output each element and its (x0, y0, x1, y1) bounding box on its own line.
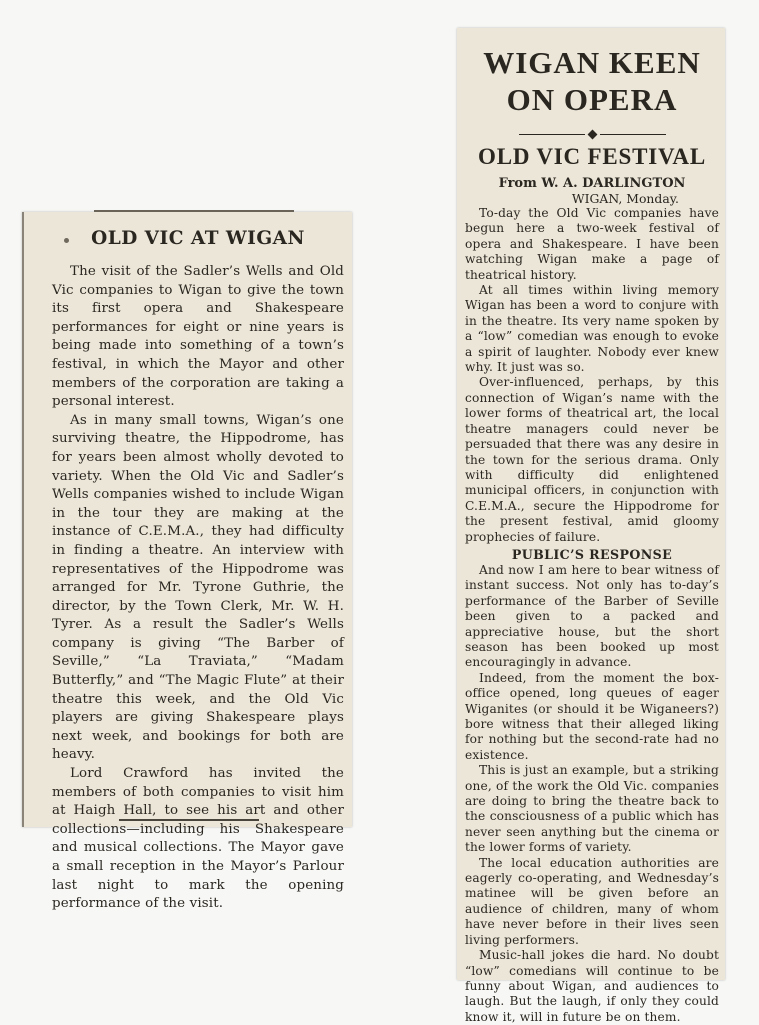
article-paragraph: Lord Crawford has invited the members of both companies to visit him at Haigh Hall, to see his art and other collections—including his Shakespeare and musical collections. The Mayor gave a small reception in the Mayor’s Parlour last night to mark the opening performance of the visit. (52, 766, 344, 912)
ornament-divider (465, 128, 719, 140)
diamond-ornament-icon (587, 129, 597, 139)
article-paragraph: At all times within living memory Wigan has been a word to conjure with in the theatre. Its very name spoken by a “low” comedian was enough to evoke a spirit of laughter. Nobody ever knew why. It just was so. (465, 283, 719, 375)
divider-line (519, 134, 585, 135)
top-rule (94, 210, 294, 212)
article-paragraph: Music-hall jokes die hard. No doubt “low” comedians will continue to be funny about Wigan, and audiences to laugh. But the laugh, if only they could know it, will in future be on them. (465, 948, 719, 1024)
article-paragraph: To-day the Old Vic companies have begun here a two-week festival of opera and Shakespeare. I have been watching Wigan make a page of theatrical history. (465, 206, 719, 282)
article-paragraph: This is just an example, but a striking one, of the work the Old Vic. companies are doing to bring the theatre back to the consciousness of a public which has never seen anything but the cinema or the lower forms of variety. (465, 763, 719, 855)
article-paragraph: And now I am here to bear witness of instant success. Not only has to-day’s performance of the Barber of Seville been given to a packed and appreciative house, but the short season has been booked up most encouragingly in advance. (465, 562, 719, 670)
byline: From W. A. DARLINGTON (498, 176, 686, 191)
article-title: OLD VIC AT WIGAN (91, 228, 305, 249)
section-heading: PUBLIC’S RESPONSE (511, 546, 673, 562)
article-subheadline: OLD VIC FESTIVAL (478, 144, 706, 169)
dateline: WIGAN, Monday. (571, 191, 679, 206)
article-paragraph: The local education authorities are eagerly co-operating, and Wednesday’s matinee will be given before an audience of children, many of whom have never before in their lives seen living performers. (465, 855, 719, 947)
divider-line (600, 134, 666, 135)
right-newspaper-clipping (457, 28, 725, 1024)
print-spot (64, 238, 69, 243)
article-body (465, 206, 719, 1025)
article-paragraph: As in many small towns, Wigan’s one surviving theatre, the Hippodrome, has for years been almost wholly devoted to variety. When the Old Vic and Sadler’s Wells companies wished to include Wigan in the tour they are making at the instance of C.E.M.A., they had difficulty in finding a theatre. An interview with representatives of the Hippodrome was arranged for Mr. Tyrone Guthrie, the director, by the Town Clerk, Mr. W. H. Tyrer. As a result the Sadler’s Wells company is giving “The Barber of Seville,” “La Traviata,” “Madam Butterfly,” and “The Magic Flute” at their theatre this week, and the Old Vic players are giving Shakespeare plays next week, and bookings for both are heavy. (52, 412, 344, 763)
article-paragraph: Indeed, from the moment the box-office opened, long queues of eager Wiganites (or should it be Wiganeers?) bore witness that their alleged liking for nothing but the second-rate had no existence. (465, 670, 719, 762)
left-newspaper-clipping (22, 212, 352, 912)
bottom-rule (119, 819, 259, 821)
article-paragraph: The visit of the Sadler’s Wells and Old Vic companies to Wigan to give the town its first opera and Shakespeare performances for eight or nine years is being made into something of a town’s festival, in which the Mayor and other members of the corporation are taking a personal interest. (52, 264, 344, 410)
article-body (52, 263, 344, 914)
article-paragraph: Over-influenced, perhaps, by this connection of Wigan’s name with the lower forms of theatrical art, the local theatre managers could never be persuaded that there was any desire in the town for the serious drama. Only with difficulty did enlightened municipal officers, in conjunction with C.E.M.A., secure the Hippodrome for the present festival, amid gloomy prophecies of failure. (465, 375, 719, 544)
article-headline: WIGAN KEEN ON OPERA (483, 45, 701, 117)
